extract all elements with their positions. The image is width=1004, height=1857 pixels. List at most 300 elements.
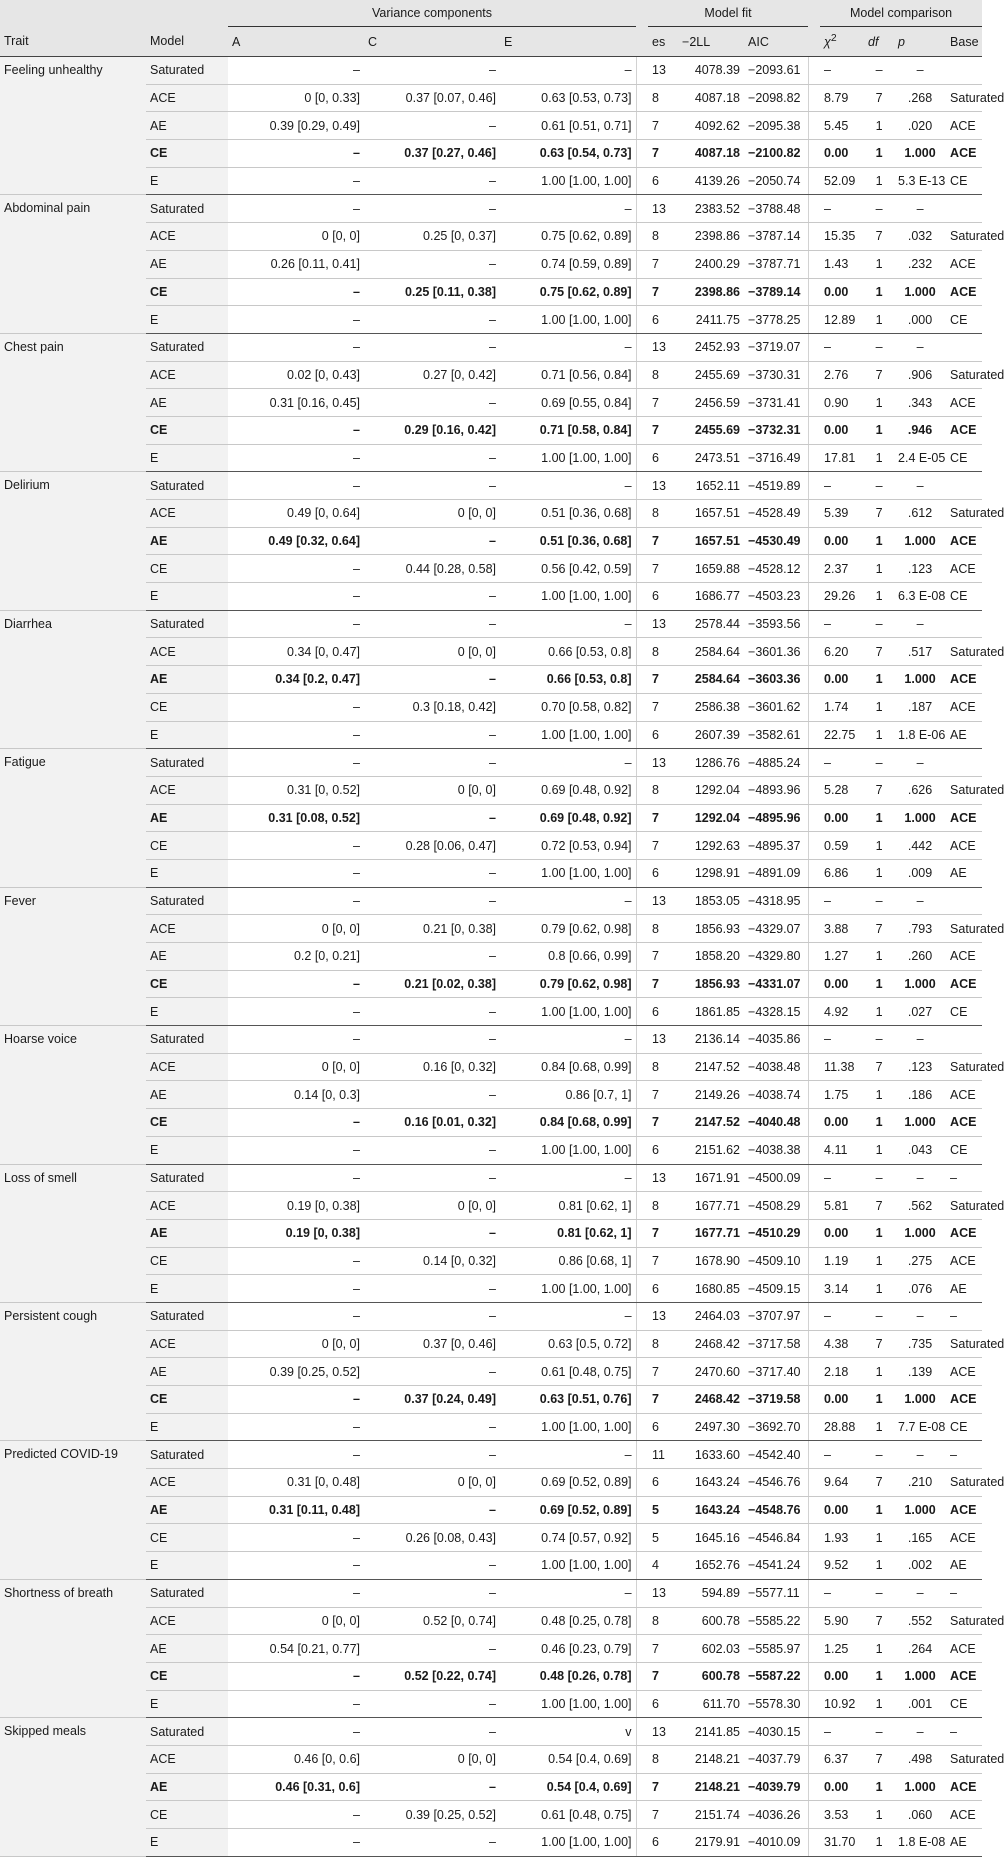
gap-cell — [808, 776, 820, 804]
minus-2ll-cell: 2398.86 — [678, 223, 744, 251]
c-component-cell: – — [364, 1552, 500, 1580]
df-cell: – — [864, 1164, 894, 1192]
minus-2ll-cell: 600.78 — [678, 1662, 744, 1690]
model-cell: E — [146, 1275, 228, 1303]
aic-cell: −5585.97 — [744, 1635, 808, 1663]
minus-2ll-cell: 2149.26 — [678, 1081, 744, 1109]
minus-2ll-cell: 1856.93 — [678, 970, 744, 998]
es-cell: 7 — [648, 1635, 678, 1663]
gap-cell — [808, 859, 820, 887]
chi-square-cell: 11.38 — [820, 1053, 864, 1081]
chi-square-cell: – — [820, 1579, 864, 1607]
c-component-cell: – — [364, 998, 500, 1026]
c-component-cell: – — [364, 1773, 500, 1801]
aic-cell: −3717.40 — [744, 1358, 808, 1386]
model-cell: ACE — [146, 776, 228, 804]
header-gap — [636, 0, 648, 27]
p-value-cell: .260 — [894, 943, 946, 971]
a-component-cell: 0.26 [0.11, 0.41] — [228, 250, 364, 278]
p-value-cell: .123 — [894, 1053, 946, 1081]
c-component-cell: – — [364, 1413, 500, 1441]
es-cell: 13 — [648, 472, 678, 500]
base-model-cell: ACE — [946, 1801, 982, 1829]
model-cell: Saturated — [146, 1302, 228, 1330]
e-component-cell: – — [500, 887, 636, 915]
p-value-cell: .517 — [894, 638, 946, 666]
trait-group — [0, 610, 1004, 748]
model-cell: E — [146, 167, 228, 195]
e-component-cell: 0.74 [0.57, 0.92] — [500, 1524, 636, 1552]
gap-cell — [636, 306, 648, 334]
base-model-cell: ACE — [946, 278, 982, 306]
table-row — [0, 1635, 982, 1663]
aic-cell: −3707.97 — [744, 1302, 808, 1330]
p-value-cell: 1.8 E-06 — [894, 721, 946, 749]
chi-square-cell: 5.45 — [820, 112, 864, 140]
model-cell: AE — [146, 389, 228, 417]
gap-cell — [636, 1164, 648, 1192]
model-cell: E — [146, 583, 228, 611]
gap-cell — [636, 1358, 648, 1386]
a-component-cell: 0 [0, 0] — [228, 1053, 364, 1081]
chi-square-cell: 0.00 — [820, 1496, 864, 1524]
e-component-cell: 0.63 [0.5, 0.72] — [500, 1330, 636, 1358]
model-cell: AE — [146, 1358, 228, 1386]
chi-square-cell: – — [820, 472, 864, 500]
df-cell: – — [864, 749, 894, 777]
model-cell: ACE — [146, 500, 228, 528]
e-component-cell: 0.63 [0.54, 0.73] — [500, 140, 636, 168]
aic-cell: −4519.89 — [744, 472, 808, 500]
base-model-cell — [946, 1026, 982, 1054]
chi-square-cell: 0.00 — [820, 804, 864, 832]
df-cell: 1 — [864, 140, 894, 168]
gap-cell — [808, 915, 820, 943]
table-row — [0, 1164, 982, 1192]
p-value-cell: – — [894, 472, 946, 500]
table-row — [0, 1552, 982, 1580]
base-model-cell: ACE — [946, 666, 982, 694]
aic-cell: −4038.38 — [744, 1136, 808, 1164]
aic-cell: −5585.22 — [744, 1607, 808, 1635]
gap-cell — [636, 1026, 648, 1054]
trait-group — [0, 1441, 1004, 1579]
p-value-cell: .060 — [894, 1801, 946, 1829]
base-model-cell: ACE — [946, 1524, 982, 1552]
c-component-cell: – — [364, 250, 500, 278]
trait-group — [0, 1164, 1004, 1302]
df-label: df — [868, 34, 879, 49]
chi-square-cell: 9.64 — [820, 1469, 864, 1497]
table-row — [0, 1745, 982, 1773]
p-value-cell: .498 — [894, 1745, 946, 1773]
df-cell: 1 — [864, 1496, 894, 1524]
gap-cell — [636, 1275, 648, 1303]
model-cell: AE — [146, 1773, 228, 1801]
es-cell: 8 — [648, 84, 678, 112]
minus-2ll-cell: 1659.88 — [678, 555, 744, 583]
a-component-cell: – — [228, 306, 364, 334]
df-cell: 1 — [864, 1690, 894, 1718]
p-value-cell: – — [894, 1718, 946, 1746]
df-cell: 1 — [864, 278, 894, 306]
gap-cell — [808, 1718, 820, 1746]
aic-cell: −2100.82 — [744, 140, 808, 168]
e-component-cell: 1.00 [1.00, 1.00] — [500, 1552, 636, 1580]
df-cell: 7 — [864, 84, 894, 112]
gap-cell — [636, 167, 648, 195]
c-component-cell: 0.25 [0.11, 0.38] — [364, 278, 500, 306]
es-cell: 4 — [648, 1552, 678, 1580]
model-cell: CE — [146, 140, 228, 168]
model-cell: E — [146, 1413, 228, 1441]
header-group-variance: Variance components — [228, 0, 636, 27]
gap-cell — [808, 278, 820, 306]
table-row — [0, 749, 982, 777]
p-value-cell: – — [894, 333, 946, 361]
gap-cell — [808, 527, 820, 555]
aic-cell: −4509.10 — [744, 1247, 808, 1275]
base-model-cell: Saturated — [946, 84, 982, 112]
a-component-cell: 0.54 [0.21, 0.77] — [228, 1635, 364, 1663]
df-cell: 7 — [864, 1192, 894, 1220]
e-component-cell: 0.46 [0.23, 0.79] — [500, 1635, 636, 1663]
gap-cell — [636, 195, 648, 223]
e-component-cell: 1.00 [1.00, 1.00] — [500, 1690, 636, 1718]
e-component-cell: 0.86 [0.68, 1] — [500, 1247, 636, 1275]
header-trait: Trait — [0, 27, 146, 57]
minus-2ll-cell: 2607.39 — [678, 721, 744, 749]
e-component-cell: 1.00 [1.00, 1.00] — [500, 167, 636, 195]
e-component-cell: 1.00 [1.00, 1.00] — [500, 1136, 636, 1164]
c-component-cell: – — [364, 333, 500, 361]
df-cell: 1 — [864, 693, 894, 721]
e-component-cell: v — [500, 1718, 636, 1746]
a-component-cell: 0.31 [0.08, 0.52] — [228, 804, 364, 832]
c-component-cell: – — [364, 1302, 500, 1330]
c-component-cell: – — [364, 195, 500, 223]
table-row — [0, 693, 982, 721]
model-cell: Saturated — [146, 333, 228, 361]
c-component-cell: 0 [0, 0] — [364, 1469, 500, 1497]
df-cell: 1 — [864, 555, 894, 583]
table-row — [0, 140, 982, 168]
c-component-cell: – — [364, 943, 500, 971]
gap-cell — [636, 1330, 648, 1358]
model-cell: Saturated — [146, 195, 228, 223]
gap-cell — [636, 998, 648, 1026]
gap-cell — [808, 472, 820, 500]
a-component-cell: – — [228, 1164, 364, 1192]
table-row — [0, 1579, 982, 1607]
gap-cell — [808, 1164, 820, 1192]
gap-cell — [636, 610, 648, 638]
aic-cell: −2093.61 — [744, 57, 808, 85]
p-value-cell: .000 — [894, 306, 946, 334]
base-model-cell: – — [946, 1302, 982, 1330]
minus-2ll-cell: 2383.52 — [678, 195, 744, 223]
table-row — [0, 389, 982, 417]
p-value-cell: .187 — [894, 693, 946, 721]
p-value-cell: 6.3 E-08 — [894, 583, 946, 611]
aic-cell: −5577.11 — [744, 1579, 808, 1607]
minus-2ll-cell: 2468.42 — [678, 1386, 744, 1414]
a-component-cell: – — [228, 1302, 364, 1330]
aic-cell: −4503.23 — [744, 583, 808, 611]
gap-cell — [636, 1635, 648, 1663]
header-gap — [808, 27, 820, 57]
chi-square-cell: 0.00 — [820, 1386, 864, 1414]
minus-2ll-cell: 4139.26 — [678, 167, 744, 195]
trait-group — [0, 1302, 1004, 1440]
base-model-cell: AE — [946, 721, 982, 749]
es-cell: 13 — [648, 1579, 678, 1607]
a-component-cell: 0.49 [0.32, 0.64] — [228, 527, 364, 555]
es-cell: 6 — [648, 1469, 678, 1497]
minus-2ll-cell: 2473.51 — [678, 444, 744, 472]
p-value-cell: 1.000 — [894, 970, 946, 998]
model-cell: Saturated — [146, 1164, 228, 1192]
c-component-cell: 0.14 [0, 0.32] — [364, 1247, 500, 1275]
c-component-cell: – — [364, 1718, 500, 1746]
gap-cell — [636, 1109, 648, 1137]
table-row — [0, 1773, 982, 1801]
df-cell: – — [864, 1441, 894, 1469]
chi-square-cell: 1.93 — [820, 1524, 864, 1552]
p-value-cell: .043 — [894, 1136, 946, 1164]
gap-cell — [636, 1192, 648, 1220]
chi-square-cell: 2.76 — [820, 361, 864, 389]
aic-cell: −5578.30 — [744, 1690, 808, 1718]
base-model-cell: ACE — [946, 943, 982, 971]
table-row — [0, 167, 982, 195]
e-component-cell: 0.69 [0.55, 0.84] — [500, 389, 636, 417]
c-component-cell: 0 [0, 0] — [364, 500, 500, 528]
c-component-cell: 0 [0, 0] — [364, 638, 500, 666]
a-component-cell: – — [228, 1524, 364, 1552]
df-cell: 1 — [864, 804, 894, 832]
aic-cell: −4546.76 — [744, 1469, 808, 1497]
table-row — [0, 1690, 982, 1718]
model-cell: ACE — [146, 84, 228, 112]
a-component-cell: 0.49 [0, 0.64] — [228, 500, 364, 528]
header-es: es — [648, 27, 678, 57]
c-component-cell: 0.21 [0.02, 0.38] — [364, 970, 500, 998]
aic-cell: −3601.36 — [744, 638, 808, 666]
gap-cell — [636, 389, 648, 417]
e-component-cell: 0.71 [0.56, 0.84] — [500, 361, 636, 389]
c-component-cell: – — [364, 804, 500, 832]
gap-cell — [808, 1358, 820, 1386]
model-cell: E — [146, 1552, 228, 1580]
e-component-cell: 0.72 [0.53, 0.94] — [500, 832, 636, 860]
gap-cell — [808, 943, 820, 971]
c-component-cell: 0.39 [0.25, 0.52] — [364, 1801, 500, 1829]
model-cell: ACE — [146, 1469, 228, 1497]
gap-cell — [808, 1413, 820, 1441]
a-component-cell: – — [228, 1441, 364, 1469]
p-value-cell: 1.000 — [894, 1662, 946, 1690]
e-component-cell: – — [500, 1026, 636, 1054]
trait-label: Predicted COVID-19 — [0, 1441, 146, 1579]
header-c: C — [364, 27, 500, 57]
gap-cell — [808, 361, 820, 389]
model-cell: CE — [146, 693, 228, 721]
aic-cell: −4329.80 — [744, 943, 808, 971]
aic-cell: −4508.29 — [744, 1192, 808, 1220]
chi-square-cell: – — [820, 1718, 864, 1746]
es-cell: 6 — [648, 1413, 678, 1441]
table-row — [0, 1413, 982, 1441]
aic-cell: −3787.14 — [744, 223, 808, 251]
chi-square-cell: 4.92 — [820, 998, 864, 1026]
gap-cell — [808, 444, 820, 472]
c-component-cell: – — [364, 472, 500, 500]
c-component-cell: 0.16 [0.01, 0.32] — [364, 1109, 500, 1137]
base-model-cell: Saturated — [946, 1192, 982, 1220]
model-cell: CE — [146, 278, 228, 306]
a-component-cell: – — [228, 887, 364, 915]
model-cell: E — [146, 1829, 228, 1857]
table-row — [0, 1109, 982, 1137]
chi-square-cell: 1.25 — [820, 1635, 864, 1663]
df-cell: 7 — [864, 915, 894, 943]
e-component-cell: 0.69 [0.52, 0.89] — [500, 1469, 636, 1497]
df-cell: – — [864, 1579, 894, 1607]
es-cell: 7 — [648, 1081, 678, 1109]
model-cell: ACE — [146, 1053, 228, 1081]
es-cell: 13 — [648, 195, 678, 223]
table-row — [0, 195, 982, 223]
es-cell: 7 — [648, 527, 678, 555]
p-value-cell: .032 — [894, 223, 946, 251]
gap-cell — [636, 140, 648, 168]
gap-cell — [636, 250, 648, 278]
p-value-cell: .562 — [894, 1192, 946, 1220]
a-component-cell: – — [228, 1136, 364, 1164]
c-component-cell: 0 [0, 0] — [364, 1745, 500, 1773]
aic-cell: −4891.09 — [744, 859, 808, 887]
minus-2ll-cell: 600.78 — [678, 1607, 744, 1635]
table-row — [0, 970, 982, 998]
aic-cell: −4541.24 — [744, 1552, 808, 1580]
df-cell: 1 — [864, 1109, 894, 1137]
aic-cell: −4510.29 — [744, 1219, 808, 1247]
a-component-cell: – — [228, 1801, 364, 1829]
base-model-cell: ACE — [946, 389, 982, 417]
chi-square-cell: – — [820, 610, 864, 638]
gap-cell — [636, 472, 648, 500]
base-model-cell: AE — [946, 1829, 982, 1857]
table-row — [0, 1829, 982, 1857]
e-component-cell: 0.66 [0.53, 0.8] — [500, 666, 636, 694]
p-value-cell: 7.7 E-08 — [894, 1413, 946, 1441]
minus-2ll-cell: 2147.52 — [678, 1109, 744, 1137]
base-model-cell: ACE — [946, 1773, 982, 1801]
df-cell: 1 — [864, 167, 894, 195]
table-row — [0, 583, 982, 611]
p-value-cell: .165 — [894, 1524, 946, 1552]
df-cell: 1 — [864, 1552, 894, 1580]
es-cell: 13 — [648, 1302, 678, 1330]
c-component-cell: – — [364, 1081, 500, 1109]
c-component-cell: – — [364, 1829, 500, 1857]
c-component-cell: 0 [0, 0] — [364, 776, 500, 804]
gap-cell — [808, 1690, 820, 1718]
gap-cell — [808, 638, 820, 666]
chi-square-cell: 0.00 — [820, 1662, 864, 1690]
c-component-cell: – — [364, 1164, 500, 1192]
gap-cell — [808, 970, 820, 998]
gap-cell — [636, 1829, 648, 1857]
table-row — [0, 1219, 982, 1247]
gap-cell — [636, 1552, 648, 1580]
model-cell: ACE — [146, 223, 228, 251]
base-model-cell: CE — [946, 444, 982, 472]
model-cell: CE — [146, 555, 228, 583]
a-component-cell: – — [228, 610, 364, 638]
minus-2ll-cell: 2151.74 — [678, 1801, 744, 1829]
c-component-cell: 0.37 [0.24, 0.49] — [364, 1386, 500, 1414]
table-row — [0, 112, 982, 140]
base-model-cell: ACE — [946, 693, 982, 721]
table-row — [0, 306, 982, 334]
chi-square-cell: 0.00 — [820, 1109, 864, 1137]
aic-cell: −4331.07 — [744, 970, 808, 998]
header-2ll: −2LL — [678, 27, 744, 57]
header-base: Base — [946, 27, 982, 57]
minus-2ll-cell: 2586.38 — [678, 693, 744, 721]
p-value-cell: .906 — [894, 361, 946, 389]
gap-cell — [808, 998, 820, 1026]
a-component-cell: 0.34 [0, 0.47] — [228, 638, 364, 666]
p-value-cell: 1.8 E-08 — [894, 1829, 946, 1857]
gap-cell — [808, 1302, 820, 1330]
aic-cell: −4040.48 — [744, 1109, 808, 1137]
a-component-cell: 0.02 [0, 0.43] — [228, 361, 364, 389]
gap-cell — [808, 500, 820, 528]
gap-cell — [636, 1579, 648, 1607]
chi-square-cell: 0.00 — [820, 970, 864, 998]
minus-2ll-cell: 1678.90 — [678, 1247, 744, 1275]
aic-cell: −4036.26 — [744, 1801, 808, 1829]
trait-label: Fatigue — [0, 749, 146, 887]
p-value-cell: 1.000 — [894, 1386, 946, 1414]
trait-label: Abdominal pain — [0, 195, 146, 333]
minus-2ll-cell: 1645.16 — [678, 1524, 744, 1552]
es-cell: 13 — [648, 57, 678, 85]
aic-cell: −2095.38 — [744, 112, 808, 140]
es-cell: 6 — [648, 167, 678, 195]
base-model-cell: Saturated — [946, 638, 982, 666]
es-cell: 6 — [648, 1136, 678, 1164]
es-cell: 7 — [648, 250, 678, 278]
gap-cell — [636, 1413, 648, 1441]
aic-cell: −4895.96 — [744, 804, 808, 832]
c-component-cell: – — [364, 583, 500, 611]
minus-2ll-cell: 2452.93 — [678, 333, 744, 361]
es-cell: 8 — [648, 1607, 678, 1635]
gap-cell — [808, 1635, 820, 1663]
df-cell: – — [864, 1302, 894, 1330]
e-component-cell: – — [500, 472, 636, 500]
gap-cell — [636, 1745, 648, 1773]
e-component-cell: 0.63 [0.51, 0.76] — [500, 1386, 636, 1414]
gap-cell — [808, 1192, 820, 1220]
gap-cell — [808, 140, 820, 168]
minus-2ll-cell: 1657.51 — [678, 527, 744, 555]
df-cell: – — [864, 610, 894, 638]
